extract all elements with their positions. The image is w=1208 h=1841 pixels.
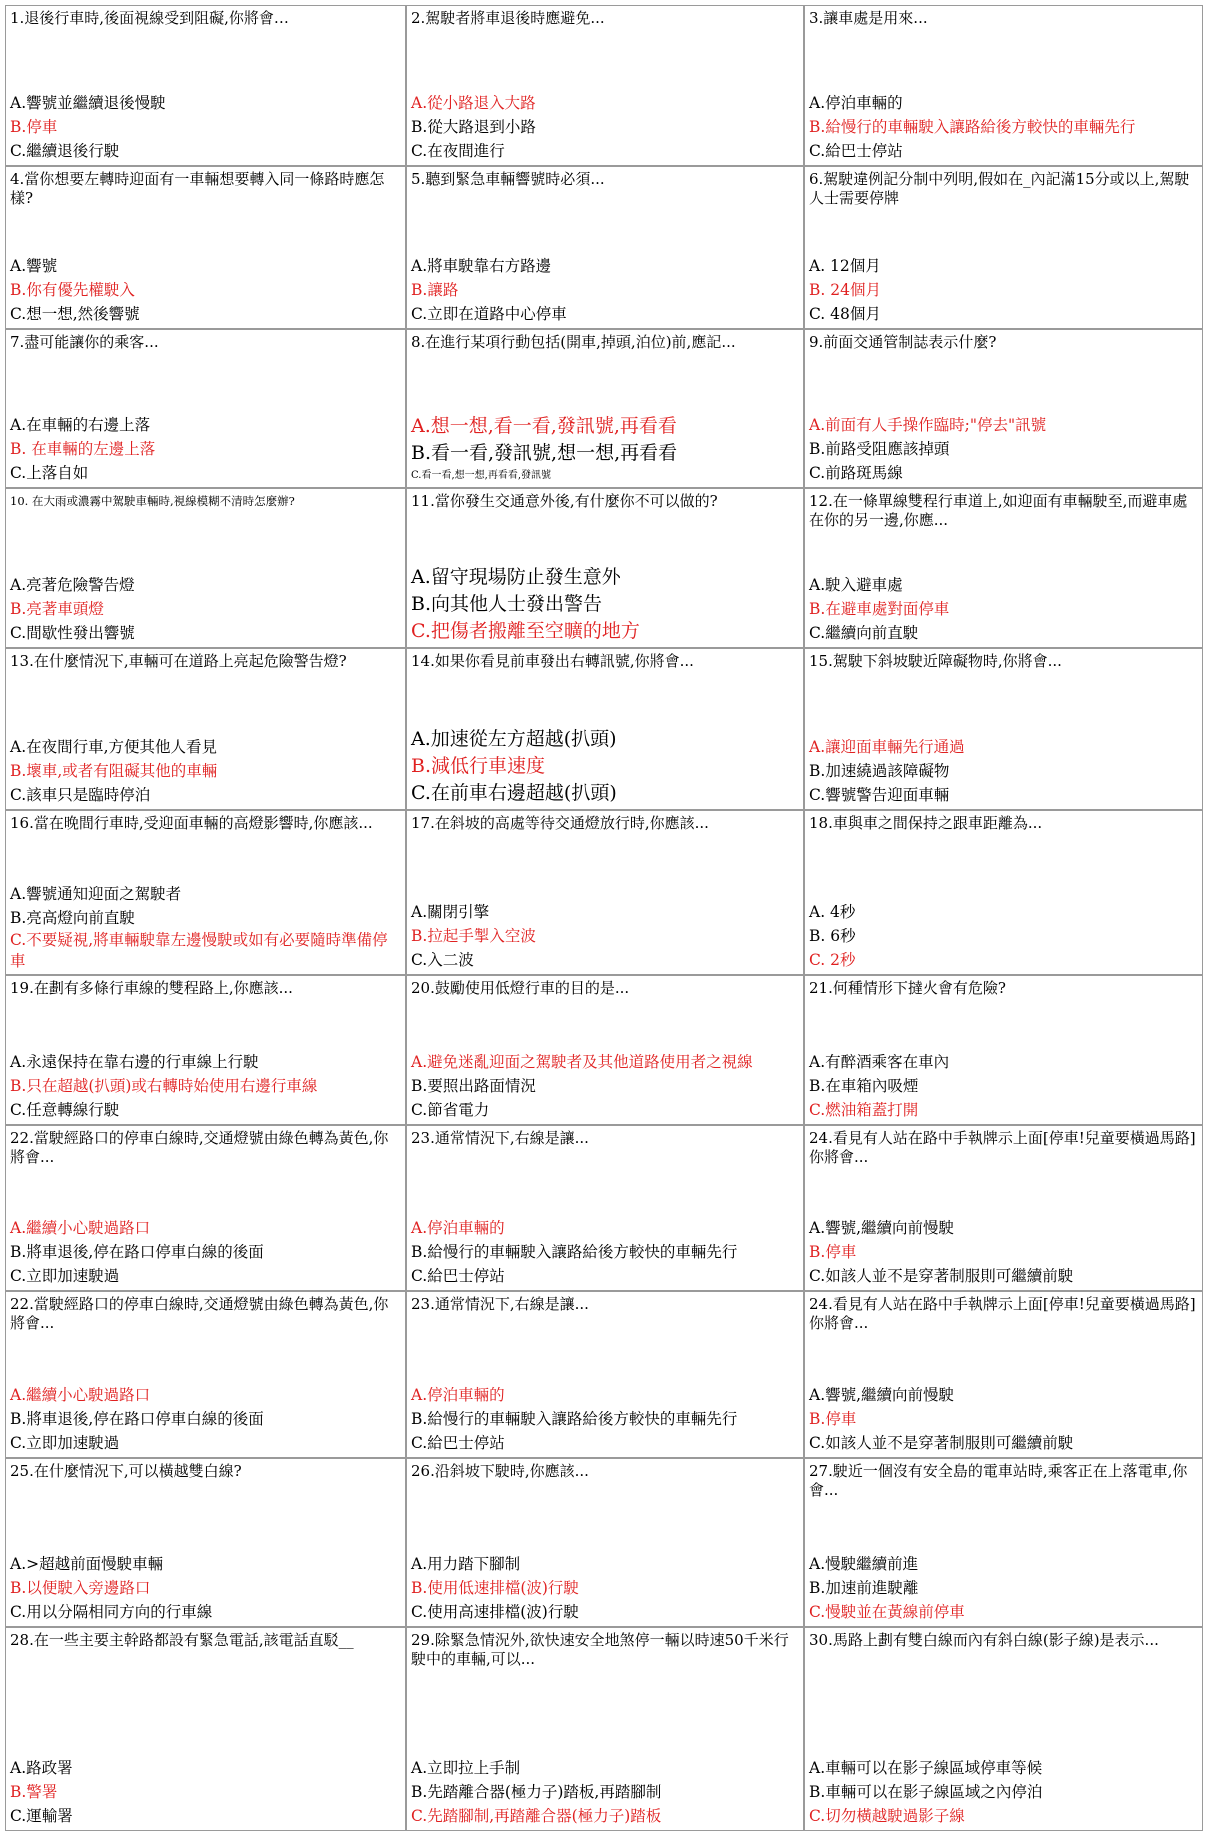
question-cell <box>5 975 406 1125</box>
question-cell <box>804 329 1203 488</box>
answer-option: B.給慢行的車輛駛入讓路給後方較快的車輛先行 <box>411 1410 738 1428</box>
answer-option: A.響號通知迎面之駕駛者 <box>10 885 182 903</box>
question-text: 16.當在晚間行車時,受迎面車輛的高燈影響時,你應該... <box>10 814 373 832</box>
question-cell <box>804 648 1203 810</box>
question-text: 24.看見有人站在路中手執牌示上面[停車!兒童要橫過馬路]你將會... <box>809 1295 1196 1332</box>
correct-answer-option: A.想一想,看一看,發訊號,再看看 <box>411 415 677 437</box>
answer-option: B. 6秒 <box>809 927 856 945</box>
answer-options <box>411 413 799 485</box>
correct-answer-option: A.繼續小心駛過路口 <box>10 1219 151 1237</box>
question-text: 30.馬路上劃有雙白線而內有斜白線(影子線)是表示... <box>809 1631 1159 1649</box>
correct-answer-option: B.拉起手掣入空波 <box>411 927 536 945</box>
question-text: 13.在什麼情況下,車輛可在道路上亮起危險警告燈? <box>10 652 347 670</box>
answer-option: C.想一想,然後響號 <box>10 305 140 323</box>
question-cell <box>406 975 804 1125</box>
correct-answer-option: B.讓路 <box>411 281 459 299</box>
question-cell <box>5 648 406 810</box>
question-row <box>5 810 1203 975</box>
answer-option: B.將車退後,停在路口停車白線的後面 <box>10 1243 264 1261</box>
answer-option: A.將車駛靠右方路邊 <box>411 257 552 275</box>
question-text: 11.當你發生交通意外後,有什麼你不可以做的? <box>411 492 718 510</box>
answer-option: B.要照出路面情況 <box>411 1077 536 1095</box>
question-text: 12.在一條單線雙程行車道上,如迎面有車輛駛至,而避車處在你的另一邊,你應... <box>809 492 1188 529</box>
question-row <box>5 1291 1203 1458</box>
correct-answer-option: A.從小路退入大路 <box>411 94 536 112</box>
answer-options <box>411 1383 799 1455</box>
answer-option: C.任意轉線行駛 <box>10 1101 120 1119</box>
question-cell <box>804 1125 1203 1291</box>
question-row <box>5 488 1203 648</box>
answer-options <box>10 1050 401 1122</box>
question-text: 27.駛近一個沒有安全島的電車站時,乘客正在上落電車,你會... <box>809 1462 1188 1499</box>
question-text: 22.當駛經路口的停車白線時,交通燈號由綠色轉為黃色,你將會... <box>10 1295 389 1332</box>
question-text: 24.看見有人站在路中手執牌示上面[停車!兒童要橫過馬路]你將會... <box>809 1129 1196 1166</box>
correct-answer-option: B. 24個月 <box>809 281 881 299</box>
question-cell <box>5 5 406 166</box>
question-cell <box>406 329 804 488</box>
answer-options <box>411 254 799 326</box>
question-cell <box>5 166 406 329</box>
answer-option: A.響號,繼續向前慢駛 <box>809 1386 955 1404</box>
answer-option: C.用以分隔相同方向的行車線 <box>10 1603 213 1621</box>
answer-options <box>10 413 401 485</box>
question-text: 21.何種情形下撻火會有危險? <box>809 979 1006 997</box>
answer-option: B.亮高燈向前直駛 <box>10 909 135 927</box>
question-text: 14.如果你看見前車發出右轉訊號,你將會... <box>411 652 694 670</box>
answer-option: C.立即加速駛過 <box>10 1267 120 1285</box>
correct-answer-option: C.燃油箱蓋打開 <box>809 1101 919 1119</box>
answer-options <box>10 573 401 645</box>
question-text: 7.盡可能讓你的乘客... <box>10 333 159 351</box>
question-text: 15.駕駛下斜坡駛近障礙物時,你將會... <box>809 652 1062 670</box>
question-cell <box>406 648 804 810</box>
answer-option: C.前路斑馬線 <box>809 464 903 482</box>
answer-options <box>411 1552 799 1624</box>
question-text: 6.駕駛違例記分制中列明,假如在_內記滿15分或以上,駕駛人士需要停牌 <box>809 170 1190 207</box>
question-cell <box>406 5 804 166</box>
answer-options <box>10 1756 401 1828</box>
answer-options <box>809 735 1198 807</box>
question-row <box>5 1627 1203 1831</box>
answer-options <box>10 91 401 163</box>
answer-option: C.該車只是臨時停泊 <box>10 786 151 804</box>
correct-answer-option: C. 2秒 <box>809 951 856 969</box>
answer-option: B.前路受阻應該掉頭 <box>809 440 950 458</box>
question-text: 8.在進行某項行動包括(開車,掉頭,泊位)前,應記... <box>411 333 736 351</box>
question-text: 23.通常情況下,右線是讓... <box>411 1295 589 1313</box>
answer-option: B.在車箱內吸煙 <box>809 1077 919 1095</box>
answer-option: C.如該人並不是穿著制服則可繼續前駛 <box>809 1267 1074 1285</box>
answer-option: C.在夜間進行 <box>411 142 505 160</box>
question-row <box>5 329 1203 488</box>
answer-option: B.向其他人士發出警告 <box>411 593 603 615</box>
question-cell <box>804 1291 1203 1458</box>
answer-options <box>411 900 799 972</box>
question-row <box>5 1458 1203 1627</box>
question-cell <box>5 1627 406 1831</box>
answer-option: A.慢駛繼續前進 <box>809 1555 919 1573</box>
answer-option: A.立即拉上手制 <box>411 1759 521 1777</box>
answer-option: A.駛入避車處 <box>809 576 903 594</box>
correct-answer-option: A.停泊車輛的 <box>411 1386 505 1404</box>
answer-option: A.停泊車輛的 <box>809 94 903 112</box>
answer-option: B.加速繞過該障礙物 <box>809 762 950 780</box>
question-text: 5.聽到緊急車輛響號時必須... <box>411 170 605 188</box>
question-cell <box>406 488 804 648</box>
answer-options <box>809 1383 1198 1455</box>
question-text: 18.車與車之間保持之跟車距離為... <box>809 814 1043 832</box>
answer-option: C.給巴士停站 <box>809 142 903 160</box>
answer-options <box>411 1756 799 1828</box>
answer-option: C.給巴士停站 <box>411 1434 505 1452</box>
question-cell <box>406 1458 804 1627</box>
answer-option: A.在車輛的右邊上落 <box>10 416 151 434</box>
correct-answer-option: B.以便駛入旁邊路口 <box>10 1579 151 1597</box>
answer-options <box>411 91 799 163</box>
answer-options <box>10 1216 401 1288</box>
answer-option: A.車輛可以在影子線區域停車等候 <box>809 1759 1043 1777</box>
answer-option: A.響號 <box>10 257 58 275</box>
answer-option: A.關閉引擎 <box>411 903 490 921</box>
correct-answer-option: B.壞車,或者有阻礙其他的車輛 <box>10 762 218 780</box>
question-text: 9.前面交通管制誌表示什麼? <box>809 333 997 351</box>
correct-answer-option: C.先踏腳制,再踏離合器(極力子)踏板 <box>411 1807 662 1825</box>
answer-option: C.在前車右邊超越(扒頭) <box>411 782 617 804</box>
question-cell <box>804 810 1203 975</box>
answer-options <box>10 1383 401 1455</box>
answer-option: C.繼續向前直駛 <box>809 624 919 642</box>
correct-answer-option: C.慢駛並在黃線前停車 <box>809 1603 965 1621</box>
question-cell <box>5 1125 406 1291</box>
answer-options <box>809 1216 1198 1288</box>
answer-option: B.給慢行的車輛駛入讓路給後方較快的車輛先行 <box>411 1243 738 1261</box>
answer-option: A.亮著危險警告燈 <box>10 576 135 594</box>
answer-option: A.永遠保持在靠右邊的行車線上行駛 <box>10 1053 259 1071</box>
correct-answer-option: B.你有優先權駛入 <box>10 281 135 299</box>
answer-options <box>809 1756 1198 1828</box>
answer-option: A. 4秒 <box>809 903 856 921</box>
question-row <box>5 1125 1203 1291</box>
answer-options <box>411 1050 799 1122</box>
question-text: 29.除緊急情況外,欲快速安全地煞停一輛以時速50千米行駛中的車輛,可以... <box>411 1631 789 1668</box>
answer-option: B.看一看,發訊號,想一想,再看看 <box>411 442 678 464</box>
answer-option: A.加速從左方超越(扒頭) <box>411 728 617 750</box>
correct-answer-option: C.把傷者搬離至空曠的地方 <box>411 620 640 642</box>
answer-options <box>10 735 401 807</box>
answer-options <box>809 91 1198 163</box>
correct-answer-option: A.前面有人手操作臨時;"停去"訊號 <box>809 416 1047 434</box>
answer-options <box>411 1216 799 1288</box>
answer-option: C.運輸署 <box>10 1807 73 1825</box>
correct-answer-option: A.讓迎面車輛先行通過 <box>809 738 965 756</box>
question-cell <box>804 1627 1203 1831</box>
correct-answer-option: B.停車 <box>809 1410 857 1428</box>
question-cell <box>406 1627 804 1831</box>
correct-answer-option: A.避免迷亂迎面之駕駛者及其他道路使用者之視線 <box>411 1053 753 1071</box>
answer-option: C.立即在道路中心停車 <box>411 305 567 323</box>
answer-option: A.有醉酒乘客在車內 <box>809 1053 950 1071</box>
question-text: 23.通常情況下,右線是讓... <box>411 1129 589 1147</box>
question-row <box>5 166 1203 329</box>
answer-option: C.如該人並不是穿著制服則可繼續前駛 <box>809 1434 1074 1452</box>
answer-option: C.繼續退後行駛 <box>10 142 120 160</box>
correct-answer-option: B.減低行車速度 <box>411 755 546 777</box>
correct-answer-option: B.停車 <box>809 1243 857 1261</box>
answer-option: B.將車退後,停在路口停車白線的後面 <box>10 1410 264 1428</box>
answer-option: A.在夜間行車,方便其他人看見 <box>10 738 218 756</box>
answer-option: C.給巴士停站 <box>411 1267 505 1285</box>
question-text: 3.讓車處是用來... <box>809 9 928 27</box>
question-cell <box>804 166 1203 329</box>
answer-options <box>10 1552 401 1624</box>
correct-answer-option: B.給慢行的車輛駛入讓路給後方較快的車輛先行 <box>809 118 1136 136</box>
correct-answer-option: A.停泊車輛的 <box>411 1219 505 1237</box>
answer-options <box>411 564 799 645</box>
answer-options <box>809 413 1198 485</box>
question-cell <box>5 329 406 488</box>
correct-answer-option: B.亮著車頭燈 <box>10 600 104 618</box>
question-row <box>5 975 1203 1125</box>
question-cell <box>804 1458 1203 1627</box>
correct-answer-option: C.不要疑視,將車輛駛靠左邊慢駛或如有必要隨時準備停車 <box>10 931 388 970</box>
question-text: 17.在斜坡的高處等待交通燈放行時,你應該... <box>411 814 709 832</box>
correct-answer-option: B.使用低速排檔(波)行駛 <box>411 1579 579 1597</box>
question-row <box>5 648 1203 810</box>
question-cell <box>5 1458 406 1627</box>
question-cell <box>406 810 804 975</box>
question-cell <box>5 810 406 975</box>
correct-answer-option: B.停車 <box>10 118 58 136</box>
question-text: 19.在劃有多條行車線的雙程路上,你應該... <box>10 979 293 997</box>
answer-options <box>10 882 401 972</box>
question-text: 10. 在大雨或濃霧中駕駛車輛時,視線模糊不清時怎麼辦? <box>10 494 295 508</box>
question-text: 1.退後行車時,後面視線受到阻礙,你將會… <box>10 9 289 27</box>
answer-options <box>10 254 401 326</box>
question-cell <box>804 975 1203 1125</box>
question-text: 26.沿斜坡下駛時,你應該... <box>411 1462 589 1480</box>
answer-option: A.用力踏下腳制 <box>411 1555 521 1573</box>
answer-option: A.響號,繼續向前慢駛 <box>809 1219 955 1237</box>
question-cell <box>406 1291 804 1458</box>
answer-option: A. 12個月 <box>809 257 881 275</box>
answer-option: C.響號警告迎面車輛 <box>809 786 950 804</box>
answer-option: C.看一看,想一想,再看看,發訊號 <box>411 470 552 481</box>
answer-options <box>809 573 1198 645</box>
answer-option: A.留守現場防止發生意外 <box>411 566 621 588</box>
question-cell <box>5 1291 406 1458</box>
correct-answer-option: B.在避車處對面停車 <box>809 600 950 618</box>
correct-answer-option: B.警署 <box>10 1783 58 1801</box>
answer-option: A.路政署 <box>10 1759 73 1777</box>
answer-option: A.>超越前面慢駛車輛 <box>10 1555 164 1573</box>
answer-option: C.立即加速駛過 <box>10 1434 120 1452</box>
correct-answer-option: B.只在超越(扒頭)或右轉時始使用右邊行車線 <box>10 1077 318 1095</box>
question-cell <box>406 166 804 329</box>
answer-option: B.先踏離合器(極力子)踏板,再踏腳制 <box>411 1783 662 1801</box>
question-text: 4.當你想要左轉時迎面有一車輛想要轉入同一條路時應怎樣? <box>10 170 385 207</box>
question-cell <box>804 5 1203 166</box>
answer-option: C.上落自如 <box>10 464 89 482</box>
question-text: 25.在什麼情況下,可以橫越雙白線? <box>10 1462 242 1480</box>
question-cell <box>804 488 1203 648</box>
answer-option: C.使用高速排檔(波)行駛 <box>411 1603 579 1621</box>
question-cell <box>406 1125 804 1291</box>
answer-options <box>411 726 799 807</box>
answer-option: B.加速前進駛離 <box>809 1579 919 1597</box>
question-text: 2.駕駛者將車退後時應避免... <box>411 9 605 27</box>
answer-option: C. 48個月 <box>809 305 881 323</box>
answer-option: C.間歇性發出響號 <box>10 624 135 642</box>
answer-options <box>809 254 1198 326</box>
question-text: 28.在一些主要主幹路都設有緊急電話,該電話直駁__ <box>10 1631 354 1649</box>
answer-option: B.車輛可以在影子線區域之內停泊 <box>809 1783 1043 1801</box>
correct-answer-option: B. 在車輛的左邊上落 <box>10 440 156 458</box>
question-text: 20.鼓勵使用低燈行車的目的是... <box>411 979 630 997</box>
question-text: 22.當駛經路口的停車白線時,交通燈號由綠色轉為黃色,你將會... <box>10 1129 389 1166</box>
answer-options <box>809 1050 1198 1122</box>
correct-answer-option: C.切勿橫越駛過影子線 <box>809 1807 965 1825</box>
question-row <box>5 5 1203 166</box>
answer-options <box>809 900 1198 972</box>
question-cell <box>5 488 406 648</box>
answer-options <box>809 1552 1198 1624</box>
answer-option: C.節省電力 <box>411 1101 490 1119</box>
answer-option: C.入二波 <box>411 951 474 969</box>
answer-option: B.從大路退到小路 <box>411 118 536 136</box>
answer-option: A.響號並繼續退後慢駛 <box>10 94 166 112</box>
correct-answer-option: A.繼續小心駛過路口 <box>10 1386 151 1404</box>
